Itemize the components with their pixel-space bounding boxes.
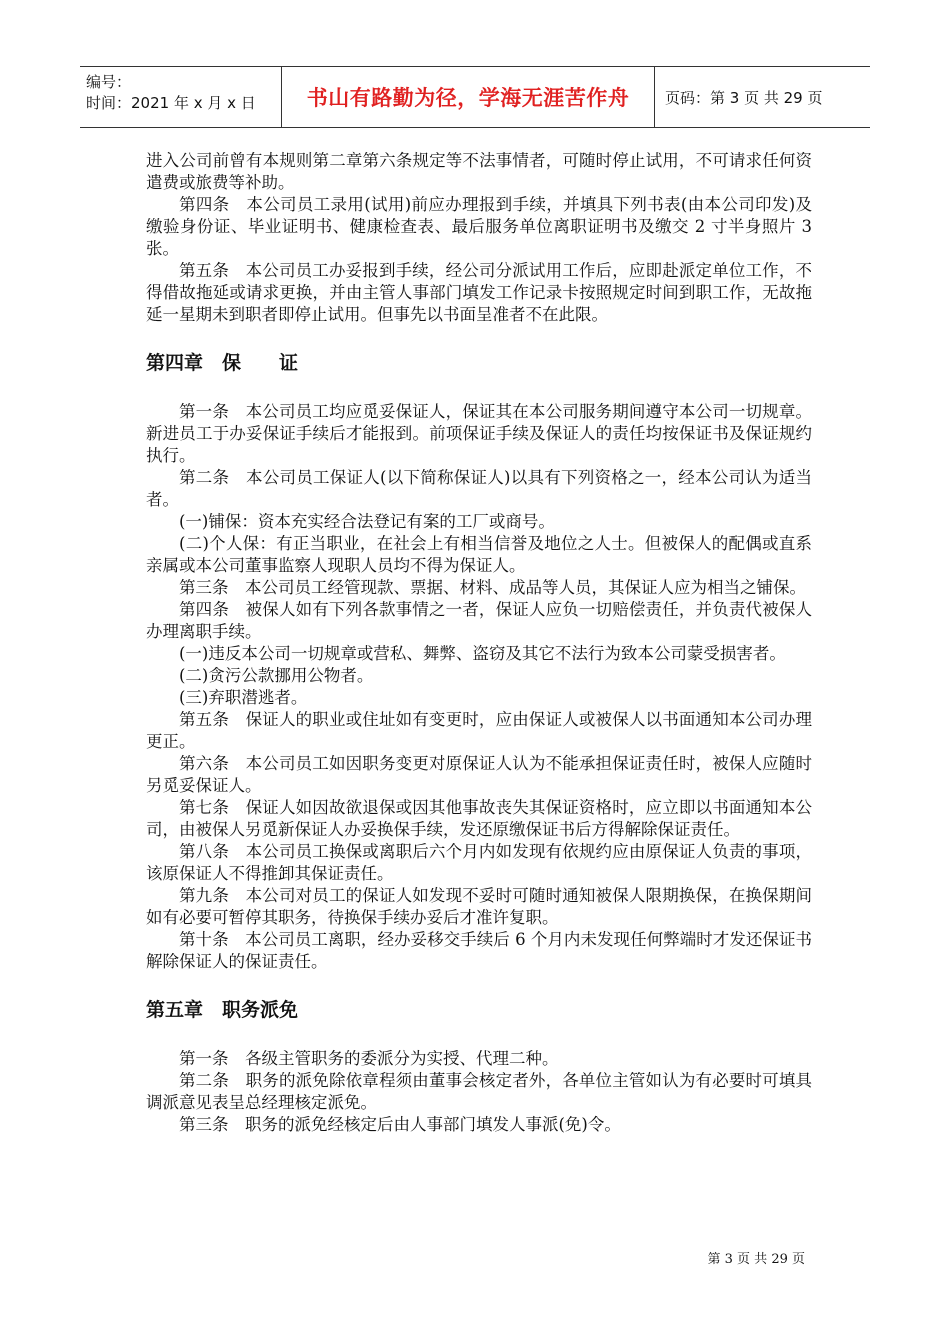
- article: 第七条 保证人如因故欲退保或因其他事故丧失其保证资格时，应立即以书面通知本公司，由被保人另觅新保证人办妥换保手续，发还原缴保证书后方得解除保证责任。: [146, 798, 812, 839]
- article: 第九条 本公司对员工的保证人如发现不妥时可随时通知被保人限期换保，在换保期间如有必要可暂停其职务，待换保手续办妥后才准许复职。: [146, 886, 812, 927]
- article: 第八条 本公司员工换保或离职后六个月内如发现有依规约应由原保证人负责的事项，该原保证人不得推卸其保证责任。: [146, 842, 812, 883]
- page-header: [80, 66, 870, 128]
- paragraph: 进入公司前曾有本规则第二章第六条规定等不法事情者，可随时停止试用，不可请求任何资遣费或旅费等补助。: [146, 151, 812, 192]
- article: 第二条 本公司员工保证人(以下简称保证人)以具有下列资格之一，经本公司认为适当者。: [146, 468, 812, 509]
- paragraph: 第五条 本公司员工办妥报到手续，经公司分派试用工作后，应即赴派定单位工作，不得借故拖延或请求更换，并由主管人事部门填发工作记录卡按照规定时间到职工作，无故拖延一星期未到职者即停止试用。但事先以书面呈准者不在此限。: [146, 261, 812, 324]
- article: 第六条 本公司员工如因职务变更对原保证人认为不能承担保证责任时，被保人应随时另觅妥保证人。: [146, 754, 812, 795]
- number-label: 编号：: [86, 73, 132, 91]
- article-item: (三)弃职潜逃者。: [179, 688, 308, 707]
- article: 第一条 本公司员工均应觅妥保证人，保证其在本公司服务期间遵守本公司一切规章。新进员工于办妥保证手续后才能报到。前项保证手续及保证人的责任均按保证书及保证规约执行。: [146, 402, 812, 465]
- page-footer: 第 3 页 共 29 页: [707, 1252, 805, 1267]
- article-item: (二)个人保：有正当职业，在社会上有相当信誉及地位之人士。但被保人的配偶或直系亲属或本公司董事监察人现职人员均不得为保证人。: [146, 534, 812, 575]
- article: 第五条 保证人的职业或住址如有变更时，应由保证人或被保人以书面通知本公司办理更正。: [146, 710, 812, 751]
- article: 第一条 各级主管职务的委派分为实授、代理二种。: [179, 1049, 559, 1068]
- article: 第三条 职务的派免经核定后由人事部门填发人事派(免)令。: [179, 1115, 621, 1134]
- article: 第二条 职务的派免除依章程须由董事会核定者外，各单位主管如认为有必要时可填具调派意见表呈总经理核定派免。: [146, 1071, 812, 1112]
- time-label: 时间：2021 年 x 月 x 日: [86, 94, 256, 112]
- article-item: (一)违反本公司一切规章或营私、舞弊、盗窃及其它不法行为致本公司蒙受损害者。: [179, 644, 786, 663]
- article: 第十条 本公司员工离职，经办妥移交手续后 6 个月内未发现任何弊端时才发还保证书解除保证人的保证责任。: [146, 930, 812, 971]
- article: 第三条 本公司员工经管现款、票据、材料、成品等人员，其保证人应为相当之铺保。: [179, 578, 806, 597]
- paragraph: 第四条 本公司员工录用(试用)前应办理报到手续，并填具下列书表(由本公司印发)及缴验身份证、毕业证明书、健康检查表、最后服务单位离职证明书及缴交 2 寸半身照片 3 张。: [146, 195, 812, 258]
- article-item: (一)铺保：资本充实经合法登记有案的工厂或商号。: [179, 512, 555, 531]
- article: 第四条 被保人如有下列各款事情之一者，保证人应负一切赔偿责任，并负责代被保人办理离职手续。: [146, 600, 812, 641]
- header-page-label: 页码：第 3 页 共 29 页: [665, 88, 823, 107]
- document-body: [146, 150, 812, 1136]
- chapter-heading: 第四章 保 证: [146, 352, 299, 374]
- header-meta: [80, 67, 282, 127]
- chapter-heading: 第五章 职务派免: [146, 999, 299, 1021]
- header-motto: 书山有路勤为径，学海无涯苦作舟: [282, 67, 655, 127]
- article-item: (二)贪污公款挪用公物者。: [179, 666, 374, 685]
